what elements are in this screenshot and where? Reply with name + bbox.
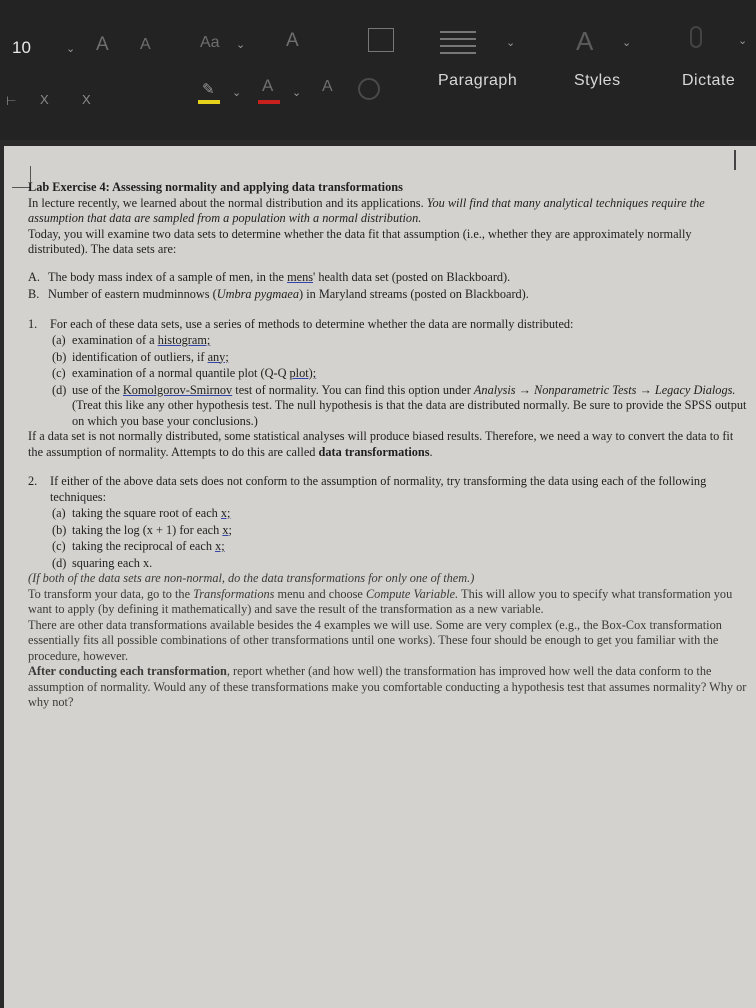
list-item (50, 333, 750, 349)
change-case-dropdown-icon[interactable]: ⌄ (236, 39, 246, 51)
list-marker: (c) (52, 366, 66, 380)
list-marker: (d) (52, 382, 67, 397)
clear-formatting-button[interactable]: A (286, 30, 299, 51)
intro-text: In lecture recently, we learned about the normal distribution and its applications. (28, 195, 424, 210)
list-item (50, 556, 750, 572)
paragraph-group-label[interactable]: Paragraph (438, 72, 518, 89)
list-text: test of normality. You can find this option under (232, 382, 474, 397)
font-color-button[interactable]: A (262, 76, 274, 95)
superscript-button[interactable]: X (82, 92, 91, 107)
list-text: ) in Maryland streams (posted on Blackboard). (299, 287, 529, 301)
paragraph-icon[interactable] (440, 28, 476, 58)
grammar-flagged-word[interactable]: x; (215, 539, 225, 553)
list-item (50, 539, 750, 555)
list-text: taking the square root of each (72, 506, 221, 520)
spell-flagged-word[interactable]: Komolgorov-Smirnov (122, 382, 233, 397)
highlight-dropdown-icon[interactable]: ⌄ (232, 87, 242, 99)
list-marker: B. (28, 287, 40, 301)
dataset-list (28, 270, 750, 303)
list-marker: (a) (52, 506, 66, 520)
list-item (50, 350, 750, 366)
paragraph-text: To transform your data, go to the (28, 586, 194, 601)
margin-marker (734, 150, 736, 170)
font-color-swatch (258, 100, 280, 104)
grammar-flagged-word[interactable]: x; (220, 506, 231, 520)
bold-term: After conducting each transformation (28, 664, 227, 678)
shrink-font-button[interactable]: A (140, 36, 151, 53)
list-marker: (b) (52, 349, 67, 364)
intro-italic-text: You will find that many analytical techniques require the assumption that data are sampled from a population with a normal distribution. (28, 195, 705, 225)
dictate-dropdown-icon[interactable]: ⌄ (738, 35, 748, 47)
styles-icon[interactable]: A (576, 26, 594, 56)
document-body[interactable] (28, 180, 750, 711)
grammar-flagged-word[interactable]: plot); (289, 366, 317, 380)
subscript-button[interactable]: X (40, 92, 49, 107)
styles-group-label[interactable]: Styles (574, 72, 621, 89)
paragraph-text: , report whether (and how well) the transformation has improved how well the data conform to the assumption of normality. Would any of these transformations make you comfortable conducting a hypothesis test that assumes normality? Why or why not? (28, 664, 747, 709)
after-paragraph (28, 664, 750, 711)
dictate-group-label[interactable]: Dictate (682, 72, 736, 89)
doc-title: Lab Exercise 4: Assessing normality and applying data transformations (28, 180, 403, 194)
paragraph-text: This will allow you to specify what transformation you want to apply (by defining it mathematically) and save the result of the transformation as a new variable. (28, 586, 733, 616)
list-item (50, 383, 750, 430)
styles-dropdown-icon[interactable]: ⌄ (622, 37, 632, 49)
list-text: The body mass index of a sample of men, in the (48, 269, 288, 284)
ribbon-toolbar (0, 0, 756, 140)
list-text: use of the (72, 382, 123, 397)
list-marker: (c) (52, 539, 66, 553)
font-size-dropdown-icon[interactable]: ⌄ (66, 43, 76, 55)
paragraph-dropdown-icon[interactable]: ⌄ (506, 37, 516, 49)
list-item (50, 523, 750, 539)
intro-paragraph (28, 196, 750, 227)
menu-name: Compute Variable. (365, 586, 459, 601)
species-name: Umbra pygmaea (216, 287, 300, 301)
note-paragraph: (If both of the data sets are non-normal, do the data transformations for only one of them.) (28, 571, 475, 585)
list-text: identification of outliers, if (72, 349, 208, 364)
list-item (50, 506, 750, 522)
today-paragraph: Today, you will examine two data sets to determine whether the data fit that assumption (i.e., whether they are approximately normally distributed). The data sets are: (28, 226, 692, 256)
change-case-button[interactable]: Aa (200, 34, 220, 51)
list-text: squaring each x. (72, 555, 153, 570)
paragraph-text: If a data set is not normally distributed, some statistical analyses will produce biased results. Therefore, we need a way to convert the data to fit the assumption of normality. Attempts to do this are called (28, 429, 734, 459)
list-item (50, 366, 750, 382)
list-marker: A. (28, 269, 40, 284)
question-text: For each of these data sets, use a series of methods to determine whether the data are normally distributed: (50, 316, 574, 331)
highlight-color-swatch (198, 100, 220, 104)
font-size-box[interactable]: 10 (12, 38, 31, 57)
list-text: examination of a (72, 333, 158, 347)
menu-name: Transformations (193, 586, 275, 601)
enclose-characters-icon[interactable] (358, 78, 380, 100)
text-shading-button[interactable]: A (322, 78, 333, 95)
grow-font-button[interactable]: A (96, 34, 109, 55)
list-marker: 2. (28, 474, 38, 488)
text-effects-icon[interactable] (368, 28, 394, 52)
spell-flagged-word[interactable]: mens (287, 269, 314, 284)
list-marker: (a) (52, 333, 66, 347)
list-item (28, 287, 750, 303)
howto-paragraph (28, 587, 750, 618)
transform-intro-paragraph: If a data set is not normally distributed, some statistical analyses will produce biased results. Therefore, we need a way to convert the data to fit the assumption of normality. Attempts to do this are called data transformations. (28, 429, 734, 459)
highlight-icon[interactable]: ✎ (202, 81, 215, 98)
grammar-flagged-word[interactable]: x; (222, 522, 232, 537)
bold-term: data transformations (318, 444, 430, 459)
paragraph-text: menu and choose (274, 586, 366, 601)
list-text: Number of eastern mudminnows ( (48, 287, 217, 301)
list-text: examination of a normal quantile plot (Q-Q (72, 366, 290, 380)
question-1 (28, 317, 750, 430)
microphone-icon[interactable] (690, 26, 702, 48)
question-2 (28, 474, 750, 571)
list-marker: (b) (52, 522, 67, 537)
list-marker: (d) (52, 555, 67, 570)
list-text: ' health data set (posted on Blackboard). (313, 269, 511, 284)
font-color-dropdown-icon[interactable]: ⌄ (292, 87, 302, 99)
list-item (28, 270, 750, 286)
other-paragraph: There are other data transformations available besides the 4 examples we will use. Some are very complex (e.g., the Box-Cox transformation essentially fits all possible combinations of other transformations until one works). These four should be enough to get you familiar with the procedure, however. (28, 617, 722, 663)
question-text: If either of the above data sets does not conform to the assumption of normality, try transforming the data using each of the following techniques: (50, 474, 707, 504)
grammar-flagged-word[interactable]: any; (207, 349, 229, 364)
menu-path: Analysis → Nonparametric Tests → Legacy Dialogs. (473, 382, 736, 397)
list-text: taking the reciprocal of each (72, 539, 216, 553)
list-marker: 1. (28, 316, 38, 331)
grammar-flagged-word[interactable]: histogram; (157, 333, 211, 347)
list-text: taking the log (x + 1) for each (72, 522, 223, 537)
list-text: (Treat this like any other hypothesis test. The null hypothesis is that the data are distributed normally. Be sure to provide the SPSS output on which you base your conclusions.) (72, 398, 747, 428)
superscript-icon[interactable]: ⊢ (6, 94, 17, 108)
